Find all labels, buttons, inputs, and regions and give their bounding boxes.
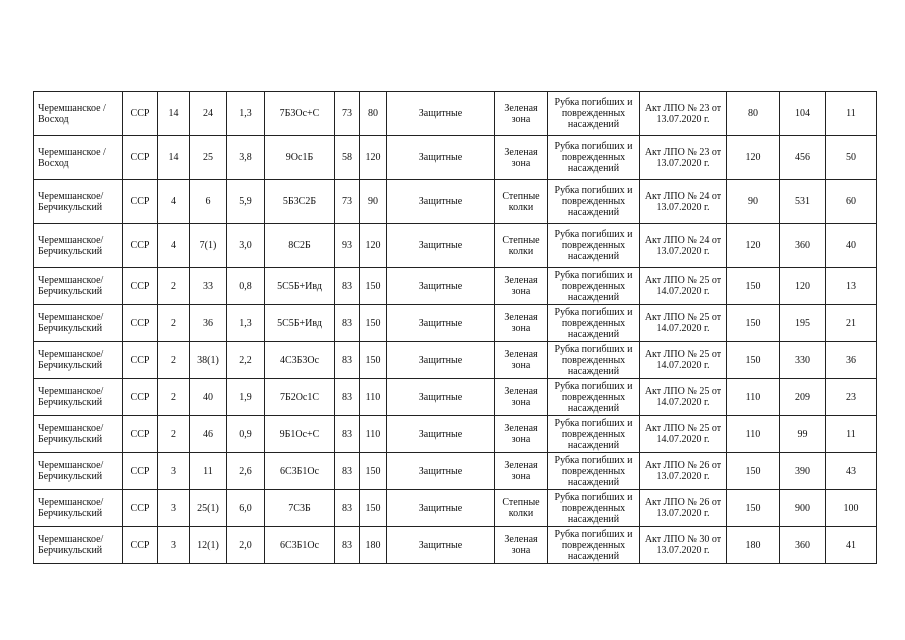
cell-act-reference: Акт ЛПО № 25 от 14.07.2020 г. <box>640 268 727 305</box>
cell-section: 6 <box>190 180 227 224</box>
cell-age: 83 <box>335 342 360 379</box>
cell-age: 73 <box>335 180 360 224</box>
cell-forest-category: Защитные <box>387 453 495 490</box>
cell-act-reference: Акт ЛПО № 25 от 14.07.2020 г. <box>640 416 727 453</box>
cell-total-volume: 330 <box>780 342 826 379</box>
cell-act-reference: Акт ЛПО № 24 от 13.07.2020 г. <box>640 224 727 268</box>
cell-stock-per-ha: 120 <box>727 224 780 268</box>
cell-age: 83 <box>335 527 360 564</box>
cell-stock-per-ha: 80 <box>727 92 780 136</box>
cell-area: 1,3 <box>227 305 265 342</box>
cell-stock-per-ha: 120 <box>727 136 780 180</box>
cell-age: 83 <box>335 379 360 416</box>
forest-felling-table <box>33 91 877 564</box>
cell-extra-value: 11 <box>826 416 877 453</box>
cell-forestry-district: Черемшанское / Восход <box>34 136 123 180</box>
cell-area: 2,2 <box>227 342 265 379</box>
table-row <box>34 416 877 453</box>
cell-stock: 150 <box>360 453 387 490</box>
cell-category: ССР <box>123 136 158 180</box>
cell-stock: 110 <box>360 379 387 416</box>
cell-quarter: 2 <box>158 342 190 379</box>
cell-protection-zone: Зеленая зона <box>495 136 548 180</box>
cell-stock: 80 <box>360 92 387 136</box>
cell-forestry-district: Черемшанское/ Берчикульский <box>34 453 123 490</box>
cell-felling-type: Рубка погибших и поврежденных насаждений <box>548 379 640 416</box>
cell-composition: 5С5Б+Ивд <box>265 268 335 305</box>
cell-category: ССР <box>123 416 158 453</box>
cell-protection-zone: Зеленая зона <box>495 342 548 379</box>
cell-forestry-district: Черемшанское/ Берчикульский <box>34 224 123 268</box>
cell-section: 46 <box>190 416 227 453</box>
cell-extra-value: 60 <box>826 180 877 224</box>
cell-section: 7(1) <box>190 224 227 268</box>
cell-category: ССР <box>123 453 158 490</box>
cell-total-volume: 209 <box>780 379 826 416</box>
cell-quarter: 14 <box>158 136 190 180</box>
cell-protection-zone: Зеленая зона <box>495 416 548 453</box>
cell-felling-type: Рубка погибших и поврежденных насаждений <box>548 224 640 268</box>
cell-felling-type: Рубка погибших и поврежденных насаждений <box>548 416 640 453</box>
cell-total-volume: 104 <box>780 92 826 136</box>
cell-protection-zone: Зеленая зона <box>495 453 548 490</box>
cell-protection-zone: Зеленая зона <box>495 379 548 416</box>
table-row <box>34 453 877 490</box>
cell-quarter: 2 <box>158 305 190 342</box>
cell-stock: 150 <box>360 490 387 527</box>
cell-quarter: 14 <box>158 92 190 136</box>
cell-forestry-district: Черемшанское/ Берчикульский <box>34 416 123 453</box>
cell-forest-category: Защитные <box>387 180 495 224</box>
cell-age: 83 <box>335 490 360 527</box>
cell-protection-zone: Степные колки <box>495 490 548 527</box>
cell-section: 12(1) <box>190 527 227 564</box>
cell-quarter: 3 <box>158 527 190 564</box>
cell-protection-zone: Зеленая зона <box>495 92 548 136</box>
cell-area: 0,8 <box>227 268 265 305</box>
cell-stock: 90 <box>360 180 387 224</box>
cell-quarter: 4 <box>158 180 190 224</box>
cell-stock: 120 <box>360 136 387 180</box>
cell-age: 83 <box>335 416 360 453</box>
cell-forest-category: Защитные <box>387 416 495 453</box>
cell-area: 6,0 <box>227 490 265 527</box>
cell-category: ССР <box>123 180 158 224</box>
cell-area: 3,8 <box>227 136 265 180</box>
cell-area: 1,3 <box>227 92 265 136</box>
cell-age: 58 <box>335 136 360 180</box>
cell-felling-type: Рубка погибших и поврежденных насаждений <box>548 268 640 305</box>
cell-category: ССР <box>123 92 158 136</box>
cell-category: ССР <box>123 224 158 268</box>
cell-felling-type: Рубка погибших и поврежденных насаждений <box>548 136 640 180</box>
cell-total-volume: 456 <box>780 136 826 180</box>
cell-felling-type: Рубка погибших и поврежденных насаждений <box>548 180 640 224</box>
cell-forestry-district: Черемшанское/ Берчикульский <box>34 379 123 416</box>
cell-stock: 150 <box>360 268 387 305</box>
cell-composition: 9Ос1Б <box>265 136 335 180</box>
cell-extra-value: 43 <box>826 453 877 490</box>
cell-forest-category: Защитные <box>387 305 495 342</box>
cell-composition: 7Б3Ос+С <box>265 92 335 136</box>
cell-stock-per-ha: 150 <box>727 268 780 305</box>
cell-area: 3,0 <box>227 224 265 268</box>
cell-stock-per-ha: 150 <box>727 490 780 527</box>
cell-stock-per-ha: 150 <box>727 453 780 490</box>
cell-composition: 5Б3С2Б <box>265 180 335 224</box>
cell-extra-value: 40 <box>826 224 877 268</box>
cell-forestry-district: Черемшанское/ Берчикульский <box>34 180 123 224</box>
cell-quarter: 2 <box>158 416 190 453</box>
cell-category: ССР <box>123 527 158 564</box>
cell-age: 93 <box>335 224 360 268</box>
table-row <box>34 379 877 416</box>
cell-category: ССР <box>123 379 158 416</box>
table-row <box>34 305 877 342</box>
cell-quarter: 3 <box>158 453 190 490</box>
cell-protection-zone: Зеленая зона <box>495 305 548 342</box>
table-row <box>34 136 877 180</box>
cell-extra-value: 23 <box>826 379 877 416</box>
cell-forest-category: Защитные <box>387 342 495 379</box>
cell-act-reference: Акт ЛПО № 23 от 13.07.2020 г. <box>640 136 727 180</box>
cell-total-volume: 531 <box>780 180 826 224</box>
cell-act-reference: Акт ЛПО № 25 от 14.07.2020 г. <box>640 305 727 342</box>
cell-felling-type: Рубка погибших и поврежденных насаждений <box>548 305 640 342</box>
cell-forest-category: Защитные <box>387 268 495 305</box>
cell-stock-per-ha: 150 <box>727 305 780 342</box>
cell-total-volume: 195 <box>780 305 826 342</box>
cell-area: 0,9 <box>227 416 265 453</box>
cell-stock: 150 <box>360 342 387 379</box>
cell-forestry-district: Черемшанское/ Берчикульский <box>34 527 123 564</box>
cell-age: 83 <box>335 268 360 305</box>
cell-act-reference: Акт ЛПО № 26 от 13.07.2020 г. <box>640 453 727 490</box>
cell-section: 25 <box>190 136 227 180</box>
cell-total-volume: 390 <box>780 453 826 490</box>
cell-protection-zone: Зеленая зона <box>495 268 548 305</box>
cell-act-reference: Акт ЛПО № 25 от 14.07.2020 г. <box>640 342 727 379</box>
cell-category: ССР <box>123 268 158 305</box>
cell-section: 40 <box>190 379 227 416</box>
cell-composition: 7Б2Ос1С <box>265 379 335 416</box>
cell-felling-type: Рубка погибших и поврежденных насаждений <box>548 342 640 379</box>
cell-forest-category: Защитные <box>387 92 495 136</box>
cell-category: ССР <box>123 490 158 527</box>
cell-forestry-district: Черемшанское/ Берчикульский <box>34 490 123 527</box>
table-body <box>34 92 877 564</box>
cell-total-volume: 120 <box>780 268 826 305</box>
cell-age: 83 <box>335 453 360 490</box>
cell-act-reference: Акт ЛПО № 23 от 13.07.2020 г. <box>640 92 727 136</box>
cell-protection-zone: Степные колки <box>495 180 548 224</box>
cell-act-reference: Акт ЛПО № 30 от 13.07.2020 г. <box>640 527 727 564</box>
cell-quarter: 2 <box>158 268 190 305</box>
cell-forestry-district: Черемшанское/ Берчикульский <box>34 305 123 342</box>
cell-section: 25(1) <box>190 490 227 527</box>
cell-stock-per-ha: 150 <box>727 342 780 379</box>
cell-quarter: 2 <box>158 379 190 416</box>
cell-total-volume: 360 <box>780 527 826 564</box>
cell-stock-per-ha: 90 <box>727 180 780 224</box>
cell-forest-category: Защитные <box>387 136 495 180</box>
cell-category: ССР <box>123 342 158 379</box>
cell-felling-type: Рубка погибших и поврежденных насаждений <box>548 92 640 136</box>
cell-forest-category: Защитные <box>387 527 495 564</box>
cell-extra-value: 13 <box>826 268 877 305</box>
cell-section: 24 <box>190 92 227 136</box>
cell-composition: 6С3Б1Ос <box>265 453 335 490</box>
cell-felling-type: Рубка погибших и поврежденных насаждений <box>548 527 640 564</box>
cell-composition: 9Б1Ос+С <box>265 416 335 453</box>
cell-area: 5,9 <box>227 180 265 224</box>
cell-composition: 4С3Б3Ос <box>265 342 335 379</box>
cell-protection-zone: Степные колки <box>495 224 548 268</box>
cell-total-volume: 900 <box>780 490 826 527</box>
cell-composition: 8С2Б <box>265 224 335 268</box>
table-row <box>34 180 877 224</box>
cell-stock: 180 <box>360 527 387 564</box>
cell-section: 11 <box>190 453 227 490</box>
table-row <box>34 224 877 268</box>
cell-total-volume: 99 <box>780 416 826 453</box>
cell-protection-zone: Зеленая зона <box>495 527 548 564</box>
cell-felling-type: Рубка погибших и поврежденных насаждений <box>548 453 640 490</box>
cell-age: 83 <box>335 305 360 342</box>
cell-act-reference: Акт ЛПО № 25 от 14.07.2020 г. <box>640 379 727 416</box>
cell-forestry-district: Черемшанское/ Берчикульский <box>34 342 123 379</box>
cell-extra-value: 36 <box>826 342 877 379</box>
cell-age: 73 <box>335 92 360 136</box>
cell-forest-category: Защитные <box>387 379 495 416</box>
cell-stock: 110 <box>360 416 387 453</box>
cell-stock: 150 <box>360 305 387 342</box>
cell-forest-category: Защитные <box>387 490 495 527</box>
cell-forestry-district: Черемшанское / Восход <box>34 92 123 136</box>
cell-quarter: 4 <box>158 224 190 268</box>
cell-quarter: 3 <box>158 490 190 527</box>
table-row <box>34 92 877 136</box>
table-row <box>34 268 877 305</box>
cell-forest-category: Защитные <box>387 224 495 268</box>
cell-stock: 120 <box>360 224 387 268</box>
cell-section: 33 <box>190 268 227 305</box>
cell-extra-value: 11 <box>826 92 877 136</box>
cell-act-reference: Акт ЛПО № 26 от 13.07.2020 г. <box>640 490 727 527</box>
cell-category: ССР <box>123 305 158 342</box>
cell-forestry-district: Черемшанское/ Берчикульский <box>34 268 123 305</box>
cell-area: 1,9 <box>227 379 265 416</box>
table-row <box>34 342 877 379</box>
cell-section: 38(1) <box>190 342 227 379</box>
cell-extra-value: 21 <box>826 305 877 342</box>
cell-felling-type: Рубка погибших и поврежденных насаждений <box>548 490 640 527</box>
cell-extra-value: 100 <box>826 490 877 527</box>
cell-act-reference: Акт ЛПО № 24 от 13.07.2020 г. <box>640 180 727 224</box>
cell-stock-per-ha: 110 <box>727 379 780 416</box>
cell-extra-value: 50 <box>826 136 877 180</box>
cell-area: 2,0 <box>227 527 265 564</box>
cell-section: 36 <box>190 305 227 342</box>
cell-stock-per-ha: 110 <box>727 416 780 453</box>
cell-stock-per-ha: 180 <box>727 527 780 564</box>
cell-composition: 6С3Б1Ос <box>265 527 335 564</box>
table-row <box>34 490 877 527</box>
cell-extra-value: 41 <box>826 527 877 564</box>
table-row <box>34 527 877 564</box>
cell-composition: 7С3Б <box>265 490 335 527</box>
cell-area: 2,6 <box>227 453 265 490</box>
cell-total-volume: 360 <box>780 224 826 268</box>
cell-composition: 5С5Б+Ивд <box>265 305 335 342</box>
